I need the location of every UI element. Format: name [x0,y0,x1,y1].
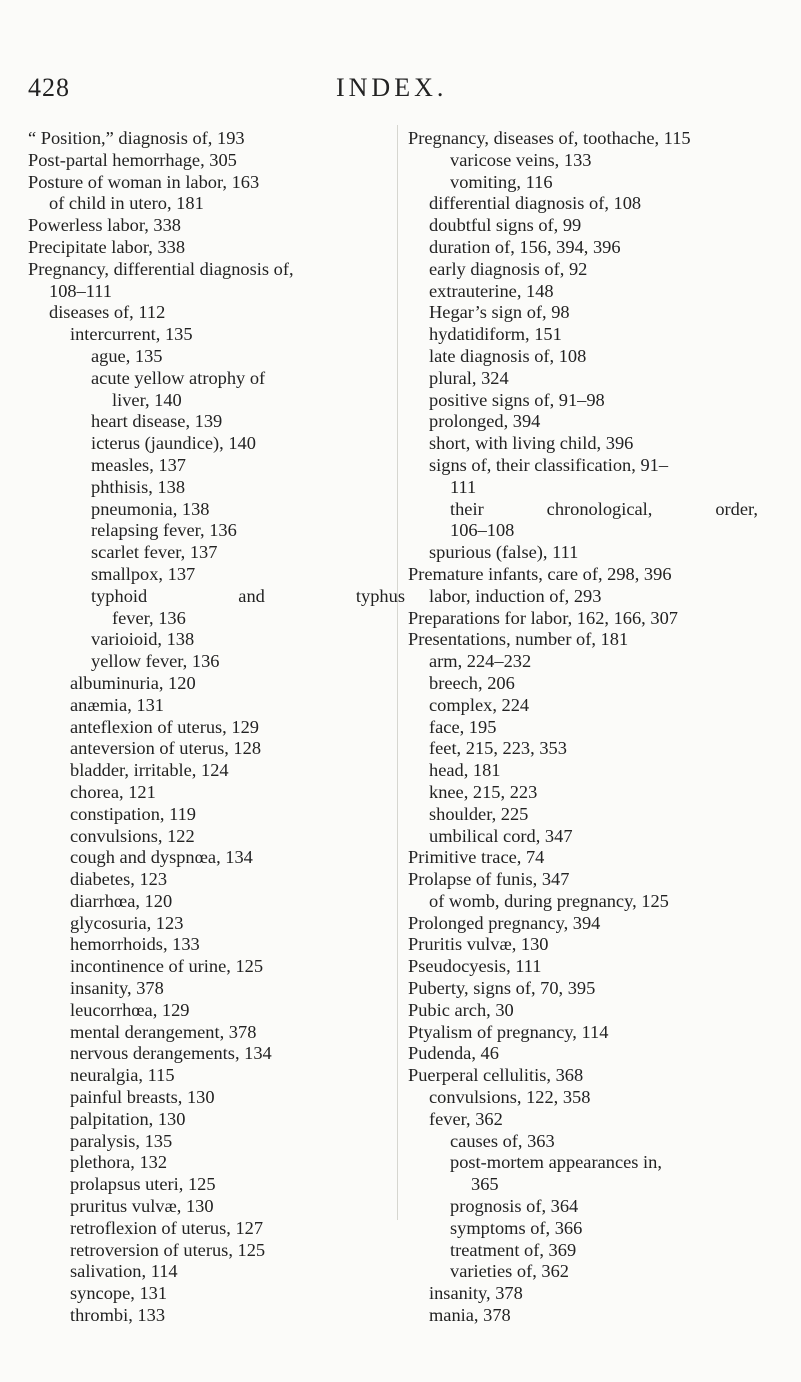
index-entry: Ptyalism of pregnancy, 114 [408,1021,609,1042]
index-subentry [408,499,758,521]
index-subentry: nervous derangements, 134 [70,1043,272,1064]
index-subentry: insanity, 378 [429,1283,523,1304]
index-subentry: salivation, 114 [70,1261,178,1282]
index-subentry: of womb, during pregnancy, 125 [429,890,669,911]
index-entry: Prolonged pregnancy, 394 [408,912,601,933]
index-subentry: duration of, 156, 394, 396 [429,236,621,257]
page-number: 428 [28,73,70,102]
index-subentry: head, 181 [429,760,501,781]
index-subentry: late diagnosis of, 108 [429,345,587,366]
index-entry: “ Position,” diagnosis of, 193 [28,128,245,148]
index-subentry: paralysis, 135 [70,1130,173,1151]
index-entry: Primitive trace, 74 [408,847,545,868]
index-subentry: arm, 224–232 [429,651,532,672]
index-subentry: neuralgia, 115 [70,1065,175,1086]
index-subentry: scarlet fever, 137 [91,542,218,563]
index-subentry: mental derangement, 378 [70,1021,257,1042]
index-subentry: face, 195 [429,716,497,737]
index-subentry: cough and dyspnœa, 134 [70,847,253,868]
index-entry: Premature infants, care of, 298, 396 [408,563,672,584]
index-subentry: post-mortem appearances in, [450,1152,662,1173]
index-subentry: diabetes, 123 [70,869,168,890]
index-subentry: hemorrhoids, 133 [70,934,200,955]
index-entry: Preparations for labor, 162, 166, 307 [408,607,678,628]
index-subentry: anteversion of uterus, 128 [70,738,262,759]
index-word: chronological, [546,498,653,519]
index-entry: Pudenda, 46 [408,1043,499,1064]
index-subentry: complex, 224 [429,694,530,715]
index-word: and [238,585,265,606]
index-subentry: prognosis of, 364 [450,1196,579,1217]
index-column-left [28,128,405,1327]
index-subentry: varioioid, 138 [91,629,195,650]
index-subentry: constipation, 119 [70,803,196,824]
index-subentry: short, with living child, 396 [429,433,634,454]
index-entry: Prolapse of funis, 347 [408,869,570,890]
index-subentry: umbilical cord, 347 [429,825,573,846]
index-subentry: breech, 206 [429,672,515,693]
index-subentry: prolapsus uteri, 125 [70,1174,216,1195]
index-subentry: insanity, 378 [70,978,164,999]
index-entry: Puberty, signs of, 70, 395 [408,978,596,999]
index-subentry: signs of, their classification, 91– [429,454,669,475]
index-subentry: bladder, irritable, 124 [70,760,229,781]
index-subentry: chorea, 121 [70,781,156,802]
index-subentry: anteflexion of uterus, 129 [70,716,259,737]
index-subentry: retroflexion of uterus, 127 [70,1217,264,1238]
index-subentry: mania, 378 [429,1305,511,1326]
index-subentry: smallpox, 137 [91,563,196,584]
index-subentry: incontinence of urine, 125 [70,956,264,977]
index-entry: Precipitate labor, 338 [28,236,186,257]
index-subentry: phthisis, 138 [91,476,186,497]
index-subentry: fever, 362 [429,1108,503,1129]
index-subentry: icterus (jaundice), 140 [91,433,256,454]
index-subentry: thrombi, 133 [70,1305,166,1326]
index-subentry: diarrhœa, 120 [70,890,173,911]
index-subentry: prolonged, 394 [429,411,541,432]
index-word: their [450,498,484,519]
index-subentry: 365 [471,1174,499,1195]
index-subentry: heart disease, 139 [91,411,223,432]
index-subentry: relapsing fever, 136 [91,520,237,541]
index-subentry: fever, 136 [112,607,186,628]
index-subentry: knee, 215, 223 [429,781,538,802]
index-subentry: painful breasts, 130 [70,1087,215,1108]
index-subentry: anæmia, 131 [70,694,164,715]
index-word: order, [715,498,758,519]
index-subentry: shoulder, 225 [429,803,529,824]
index-subentry: intercurrent, 135 [70,324,193,345]
index-subentry: pruritus vulvæ, 130 [70,1196,214,1217]
index-subentry: pneumonia, 138 [91,498,210,519]
index-subentry: retroversion of uterus, 125 [70,1239,266,1260]
index-subentry: symptoms of, 366 [450,1217,583,1238]
index-entry: Powerless labor, 338 [28,215,182,236]
index-word: typhus [355,585,405,606]
index-subentry: causes of, 363 [450,1130,555,1151]
index-subentry: acute yellow atrophy of [91,367,266,388]
index-subentry: convulsions, 122 [70,825,195,846]
index-subentry: glycosuria, 123 [70,912,184,933]
index-entry: Posture of woman in labor, 163 [28,171,260,192]
index-subentry: extrauterine, 148 [429,280,554,301]
index-subentry: plural, 324 [429,367,509,388]
index-subentry: differential diagnosis of, 108 [429,193,642,214]
index-subentry: early diagnosis of, 92 [429,258,588,279]
index-subentry: Hegar’s sign of, 98 [429,302,570,323]
index-entry: Pregnancy, diseases of, toothache, 115 [408,128,691,148]
index-subentry: albuminuria, 120 [70,672,196,693]
index-subentry: ague, 135 [91,345,163,366]
index-subentry: treatment of, 369 [450,1239,577,1260]
index-entry: Pregnancy, differential diagnosis of, [28,258,294,279]
index-entry: Pubic arch, 30 [408,999,514,1020]
index-entry: Puerperal cellulitis, 368 [408,1065,584,1086]
index-subentry: doubtful signs of, 99 [429,215,582,236]
index-entry: Presentations, number of, 181 [408,629,629,650]
index-subentry: 106–108 [450,520,515,541]
index-subentry: liver, 140 [112,389,182,410]
index-subentry [28,586,405,608]
index-subentry: palpitation, 130 [70,1108,186,1129]
index-word: typhoid [91,585,148,606]
index-subentry: syncope, 131 [70,1283,168,1304]
index-subentry: spurious (false), 111 [429,542,579,563]
index-entry: Pruritis vulvæ, 130 [408,934,549,955]
index-subentry: of child in utero, 181 [49,193,204,214]
index-subentry: labor, induction of, 293 [429,585,602,606]
index-entry: Post-partal hemorrhage, 305 [28,149,237,170]
index-subentry: 108–111 [49,280,113,301]
index-subentry: 111 [450,476,477,497]
index-subentry: varieties of, 362 [450,1261,569,1282]
index-subentry: hydatidiform, 151 [429,324,562,345]
index-subentry: positive signs of, 91–98 [429,389,605,410]
index-subentry: vomiting, 116 [450,171,553,192]
index-column-right [408,128,780,1327]
index-subentry: convulsions, 122, 358 [429,1087,591,1108]
index-subentry: feet, 215, 223, 353 [429,738,567,759]
running-title: INDEX. [336,73,448,102]
index-subentry: leucorrhœa, 129 [70,999,190,1020]
page-header [0,68,801,108]
index-subentry: varicose veins, 133 [450,149,592,170]
index-entry: Pseudocyesis, 111 [408,956,542,977]
index-subentry: yellow fever, 136 [91,651,220,672]
index-subentry: diseases of, 112 [49,302,166,323]
index-subentry: measles, 137 [91,454,186,475]
index-subentry: plethora, 132 [70,1152,168,1173]
